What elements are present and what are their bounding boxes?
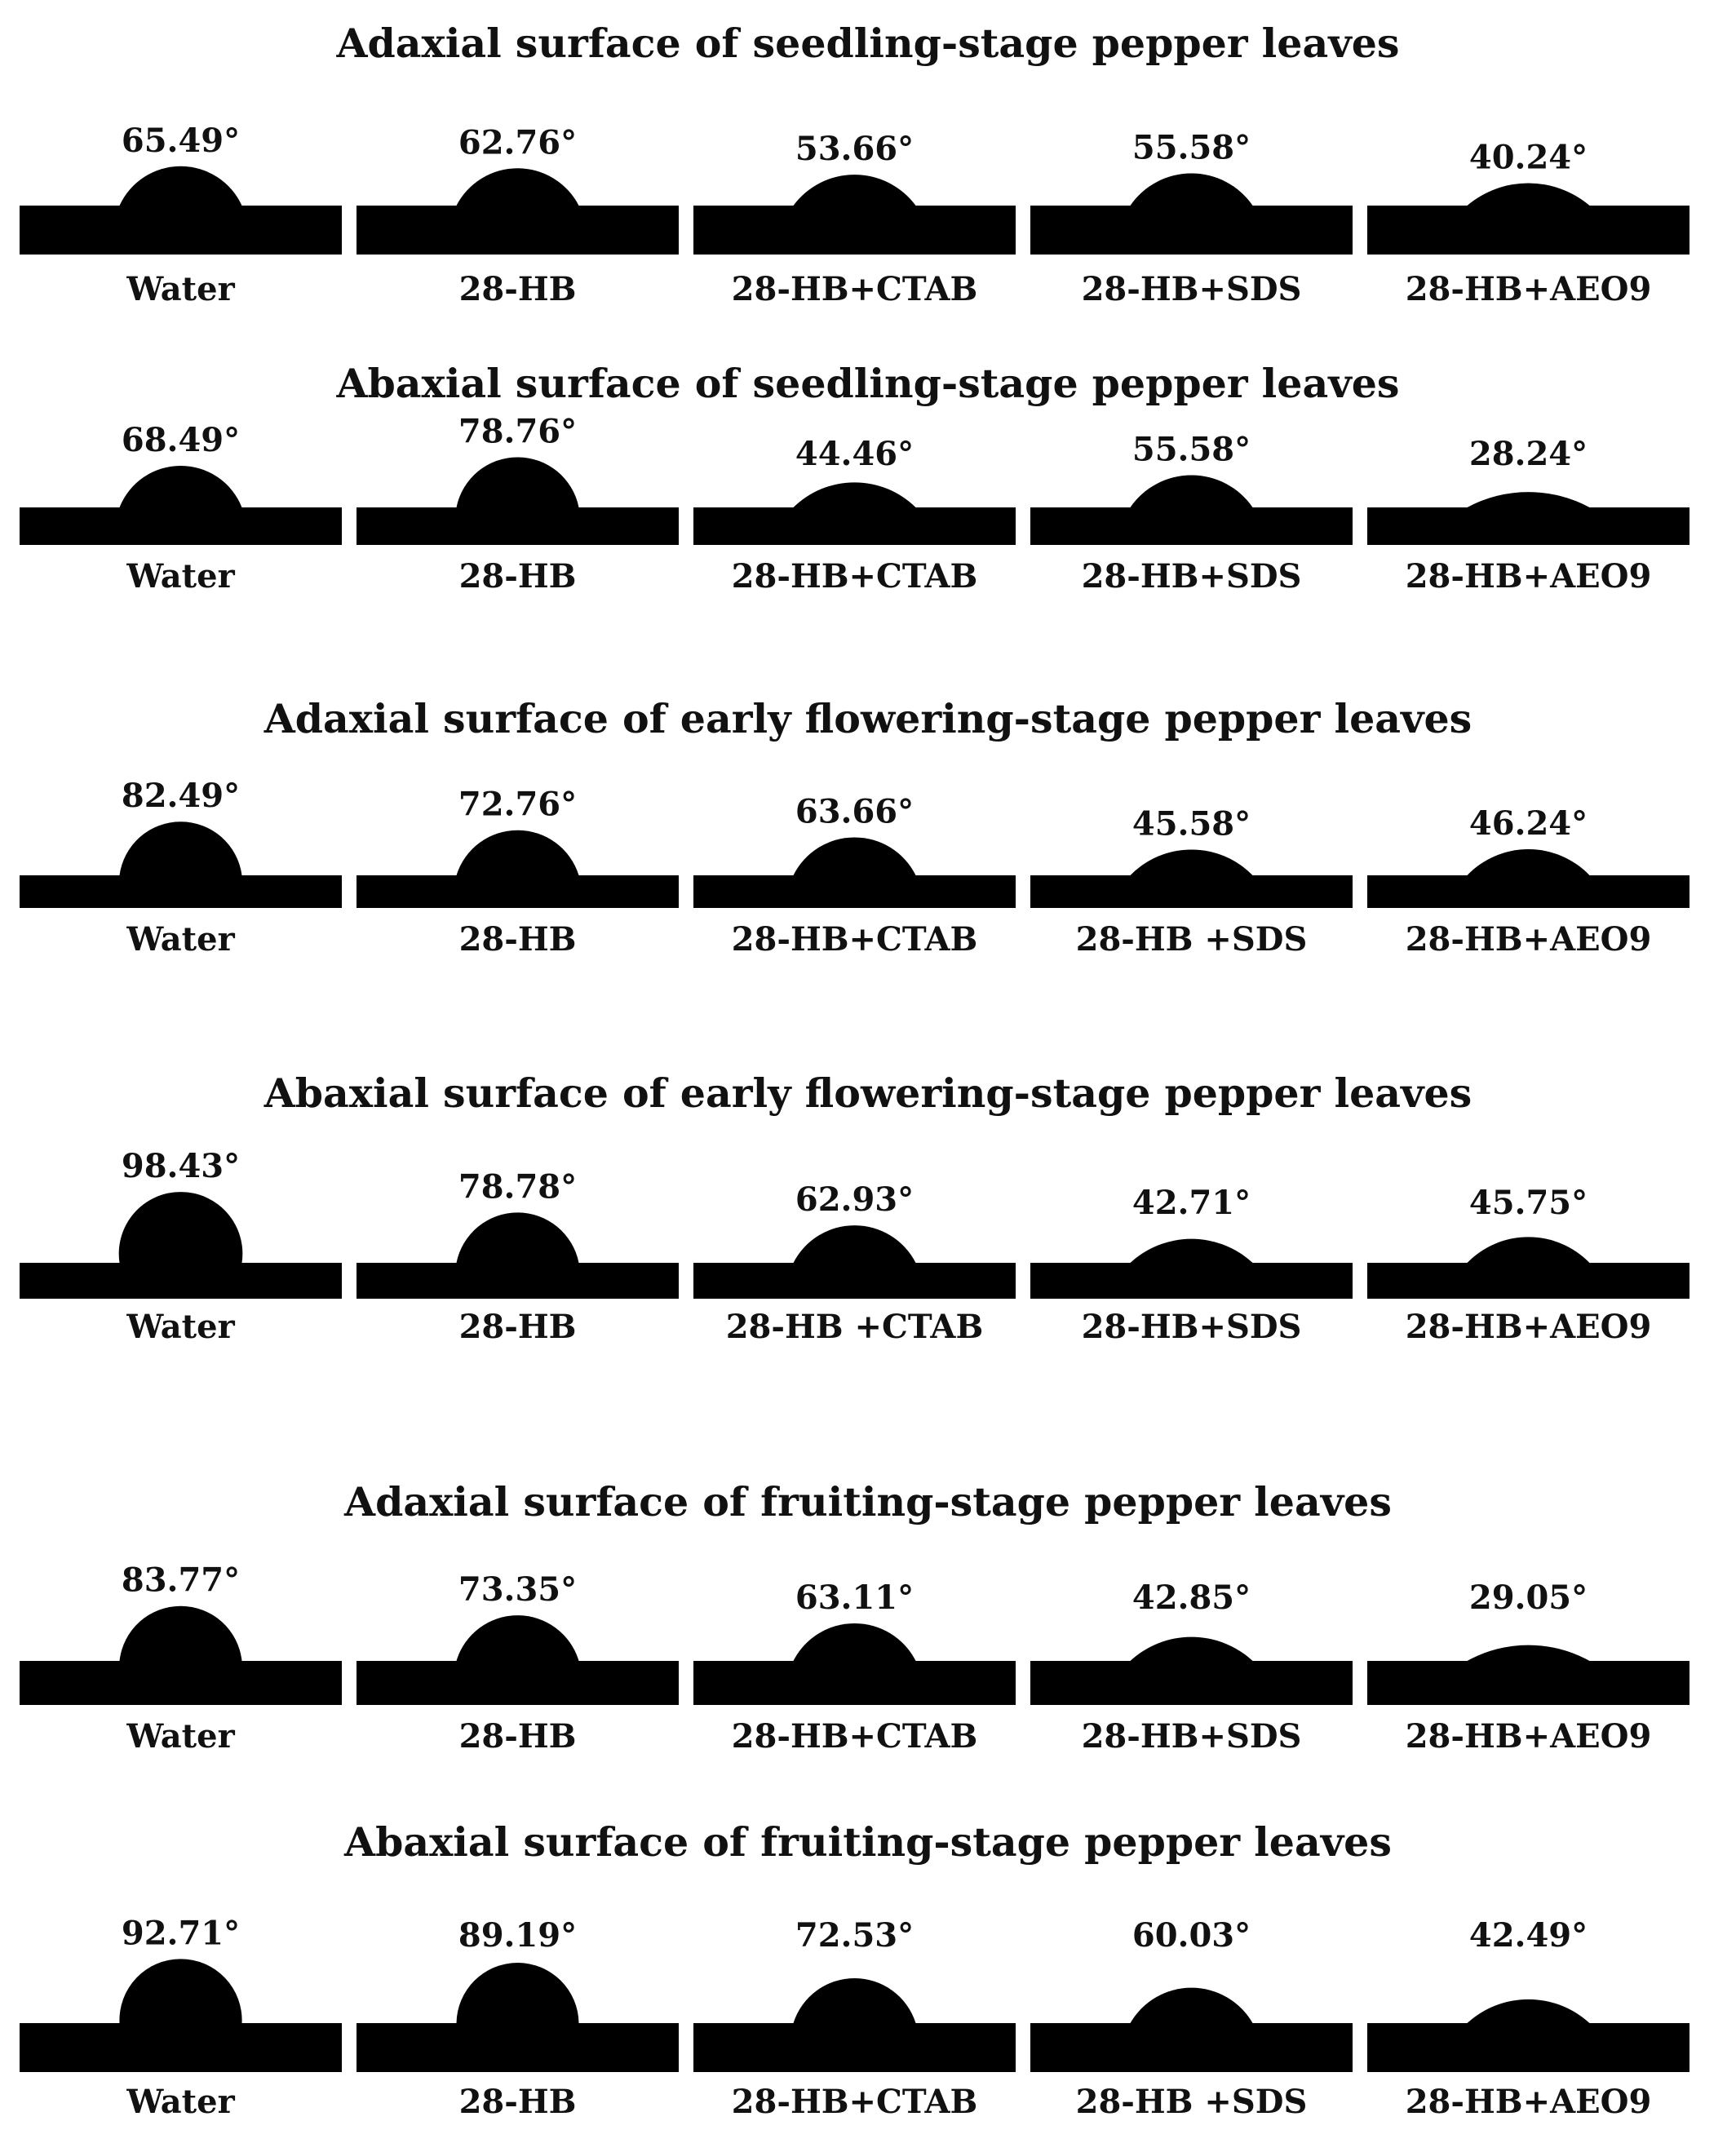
- contact-angle-value: 82.49°: [121, 777, 241, 816]
- leaf-surface-substrate: [693, 1661, 1016, 1705]
- contact-angle-value: 53.66°: [795, 130, 914, 169]
- leaf-surface-substrate: [20, 875, 342, 908]
- droplet-silhouette: [1131, 475, 1253, 507]
- measurement-panel: [1367, 804, 1690, 959]
- leaf-surface-substrate: [693, 875, 1016, 908]
- leaf-surface-substrate: [1367, 2023, 1690, 2072]
- droplet-silhouette: [1131, 849, 1253, 875]
- droplet-silhouette: [1131, 1988, 1253, 2023]
- section-1: [20, 20, 1690, 308]
- measurement-panel: [1367, 435, 1690, 596]
- sample-label: 28-HB+AEO9: [1405, 1308, 1652, 1346]
- contact-angle-value: 72.76°: [458, 785, 578, 824]
- sample-label: 28-HB: [458, 920, 577, 959]
- measurement-panel: [693, 130, 1016, 308]
- droplet-silhouette: [119, 1192, 243, 1263]
- contact-angle-value: 89.19°: [458, 1916, 578, 1955]
- contact-angle-value: 73.35°: [458, 1570, 578, 1610]
- sample-label: Water: [126, 1717, 235, 1756]
- sample-label: 28-HB+CTAB: [731, 920, 978, 959]
- contact-angle-value: 83.77°: [121, 1561, 241, 1600]
- sample-label: 28-HB+SDS: [1081, 270, 1302, 308]
- droplet-silhouette: [794, 175, 916, 206]
- droplet-silhouette: [457, 1212, 579, 1263]
- contact-angle-value: 63.66°: [795, 792, 914, 831]
- section-title: Abaxial surface of early flowering-stage pepper leaves: [264, 1069, 1472, 1117]
- measurement-panel: [356, 412, 679, 596]
- sample-label: 28-HB +SDS: [1075, 920, 1308, 959]
- leaf-surface-substrate: [356, 2023, 679, 2072]
- droplet-silhouette: [457, 168, 579, 206]
- leaf-surface-substrate: [20, 1263, 342, 1299]
- measurement-panel: [356, 1570, 679, 1756]
- sample-label: 28-HB: [458, 270, 577, 308]
- contact-angle-value: 44.46°: [795, 435, 914, 473]
- sample-label: 28-HB+AEO9: [1405, 557, 1652, 596]
- droplet-silhouette: [1468, 492, 1590, 507]
- leaf-surface-substrate: [1030, 2023, 1353, 2072]
- measurement-panel: [356, 786, 679, 959]
- leaf-surface-substrate: [356, 1263, 679, 1299]
- leaf-surface-substrate: [356, 1661, 679, 1705]
- leaf-surface-substrate: [20, 2023, 342, 2072]
- measurement-panel: [356, 123, 679, 308]
- contact-angle-value: 28.24°: [1468, 435, 1588, 473]
- sample-label: 28-HB+SDS: [1081, 1308, 1302, 1346]
- leaf-surface-substrate: [693, 2023, 1016, 2072]
- section-title: Adaxial surface of fruiting-stage pepper leaves: [344, 1478, 1392, 1525]
- sample-label: Water: [126, 270, 235, 308]
- contact-angle-value: 63.11°: [795, 1578, 914, 1617]
- leaf-surface-substrate: [1030, 1263, 1353, 1299]
- droplet-silhouette: [794, 1623, 916, 1661]
- leaf-surface-substrate: [1367, 507, 1690, 545]
- leaf-surface-substrate: [20, 206, 342, 255]
- measurement-panel: [1030, 804, 1353, 959]
- sample-label: 28-HB: [458, 557, 577, 596]
- section-5: [20, 1478, 1690, 1756]
- contact-angle-value: 62.93°: [795, 1180, 914, 1220]
- section-title: Abaxial surface of seedling-stage pepper leaves: [336, 360, 1400, 407]
- sample-label: 28-HB+SDS: [1081, 1717, 1302, 1756]
- contact-angle-value: 40.24°: [1468, 138, 1588, 177]
- contact-angle-value: 45.75°: [1468, 1184, 1588, 1222]
- sample-label: Water: [126, 1308, 235, 1346]
- measurement-panel: [693, 1916, 1016, 2121]
- measurement-panel: [20, 777, 342, 959]
- measurement-panel: [693, 1180, 1016, 1346]
- sample-label: 28-HB+AEO9: [1405, 2083, 1652, 2121]
- sample-label: Water: [126, 920, 235, 959]
- sample-label: 28-HB+CTAB: [731, 270, 978, 308]
- droplet-silhouette: [1468, 184, 1590, 206]
- section-title: Adaxial surface of early flowering-stage pepper leaves: [264, 695, 1472, 742]
- contact-angle-value: 78.78°: [458, 1167, 578, 1207]
- measurement-panel: [20, 122, 342, 308]
- measurement-panel: [693, 1579, 1016, 1756]
- measurement-panel: [20, 421, 342, 596]
- leaf-surface-substrate: [1367, 1263, 1690, 1299]
- droplet-silhouette: [1131, 1239, 1253, 1263]
- sample-label: 28-HB +SDS: [1075, 2083, 1308, 2121]
- contact-angle-value: 42.71°: [1132, 1184, 1251, 1222]
- contact-angle-value: 65.49°: [121, 121, 241, 160]
- leaf-surface-substrate: [1367, 875, 1690, 908]
- contact-angle-value: 92.71°: [121, 1914, 241, 1953]
- droplet-silhouette: [794, 482, 916, 507]
- contact-angle-value: 46.24°: [1468, 804, 1588, 843]
- leaf-surface-substrate: [1030, 1661, 1353, 1705]
- droplet-silhouette: [457, 1963, 579, 2023]
- leaf-surface-substrate: [356, 206, 679, 255]
- sample-label: 28-HB+AEO9: [1405, 920, 1652, 959]
- droplet-silhouette: [1468, 849, 1590, 875]
- measurement-panel: [20, 1561, 342, 1756]
- contact-angle-value: 62.76°: [458, 123, 578, 162]
- measurement-panel: [356, 1916, 679, 2121]
- leaf-surface-substrate: [693, 1263, 1016, 1299]
- droplet-silhouette: [120, 821, 242, 875]
- droplet-silhouette: [794, 837, 916, 875]
- contact-angle-value: 55.58°: [1132, 128, 1251, 167]
- sample-label: 28-HB+SDS: [1081, 557, 1302, 596]
- droplet-silhouette: [794, 1978, 916, 2023]
- measurement-panel: [1367, 1916, 1690, 2121]
- sample-label: 28-HB: [458, 1717, 577, 1756]
- leaf-surface-substrate: [1030, 206, 1353, 255]
- leaf-surface-substrate: [1030, 875, 1353, 908]
- sample-label: Water: [126, 2083, 235, 2121]
- measurement-panel: [356, 1167, 679, 1346]
- droplet-silhouette: [119, 1959, 241, 2023]
- measurement-panel: [1030, 128, 1353, 308]
- droplet-silhouette: [794, 1225, 916, 1263]
- droplet-silhouette: [457, 457, 579, 507]
- contact-angle-value: 42.49°: [1468, 1916, 1588, 1955]
- leaf-surface-substrate: [1367, 206, 1690, 255]
- contact-angle-value: 78.76°: [458, 412, 578, 451]
- section-2: [20, 360, 1690, 596]
- droplet-silhouette: [457, 830, 579, 875]
- sample-label: 28-HB +CTAB: [725, 1308, 984, 1346]
- droplet-silhouette: [1468, 1999, 1590, 2023]
- sample-label: 28-HB: [458, 2083, 577, 2121]
- section-title: Abaxial surface of fruiting-stage pepper leaves: [344, 1818, 1392, 1866]
- contact-angle-value: 72.53°: [795, 1916, 914, 1955]
- sample-label: 28-HB+CTAB: [731, 2083, 978, 2121]
- leaf-surface-substrate: [693, 206, 1016, 255]
- sample-label: 28-HB+AEO9: [1405, 270, 1652, 308]
- measurement-panel: [1030, 430, 1353, 596]
- contact-angle-value: 68.49°: [121, 420, 241, 459]
- measurement-panel: [1367, 139, 1690, 308]
- leaf-surface-substrate: [356, 875, 679, 908]
- droplet-silhouette: [1468, 1645, 1590, 1661]
- measurement-panel: [693, 435, 1016, 596]
- contact-angle-value: 60.03°: [1132, 1916, 1251, 1955]
- leaf-surface-substrate: [1367, 1661, 1690, 1705]
- droplet-silhouette: [120, 466, 242, 507]
- measurement-panel: [693, 792, 1016, 959]
- droplet-silhouette: [1131, 1637, 1253, 1661]
- section-title: Adaxial surface of seedling-stage pepper leaves: [336, 20, 1400, 67]
- contact-angle-value: 55.58°: [1132, 430, 1251, 469]
- sample-label: 28-HB+CTAB: [731, 557, 978, 596]
- leaf-surface-substrate: [1030, 507, 1353, 545]
- contact-angle-value: 98.43°: [121, 1147, 241, 1186]
- measurement-panel: [1030, 1184, 1353, 1346]
- measurement-panel: [1367, 1184, 1690, 1346]
- sample-label: Water: [126, 557, 235, 596]
- droplet-silhouette: [1468, 1237, 1590, 1263]
- measurement-panel: [1367, 1579, 1690, 1756]
- droplet-silhouette: [457, 1615, 579, 1661]
- sample-label: 28-HB+CTAB: [731, 1717, 978, 1756]
- measurement-panel: [20, 1914, 342, 2121]
- contact-angle-value: 45.58°: [1132, 804, 1251, 844]
- leaf-surface-substrate: [20, 507, 342, 545]
- section-4: [20, 1069, 1690, 1346]
- section-3: [20, 695, 1690, 959]
- sample-label: 28-HB+AEO9: [1405, 1717, 1652, 1756]
- leaf-surface-substrate: [356, 507, 679, 545]
- section-6: [20, 1818, 1690, 2121]
- droplet-silhouette: [120, 166, 242, 206]
- sample-label: 28-HB: [458, 1308, 577, 1346]
- contact-angle-value: 29.05°: [1468, 1579, 1588, 1617]
- measurement-panel: [1030, 1916, 1353, 2121]
- droplet-silhouette: [120, 1606, 242, 1661]
- contact-angle-value: 42.85°: [1132, 1579, 1251, 1617]
- measurement-panel: [1030, 1579, 1353, 1756]
- measurement-panel: [20, 1147, 342, 1346]
- droplet-silhouette: [1131, 173, 1253, 206]
- leaf-surface-substrate: [693, 507, 1016, 545]
- leaf-surface-substrate: [20, 1661, 342, 1705]
